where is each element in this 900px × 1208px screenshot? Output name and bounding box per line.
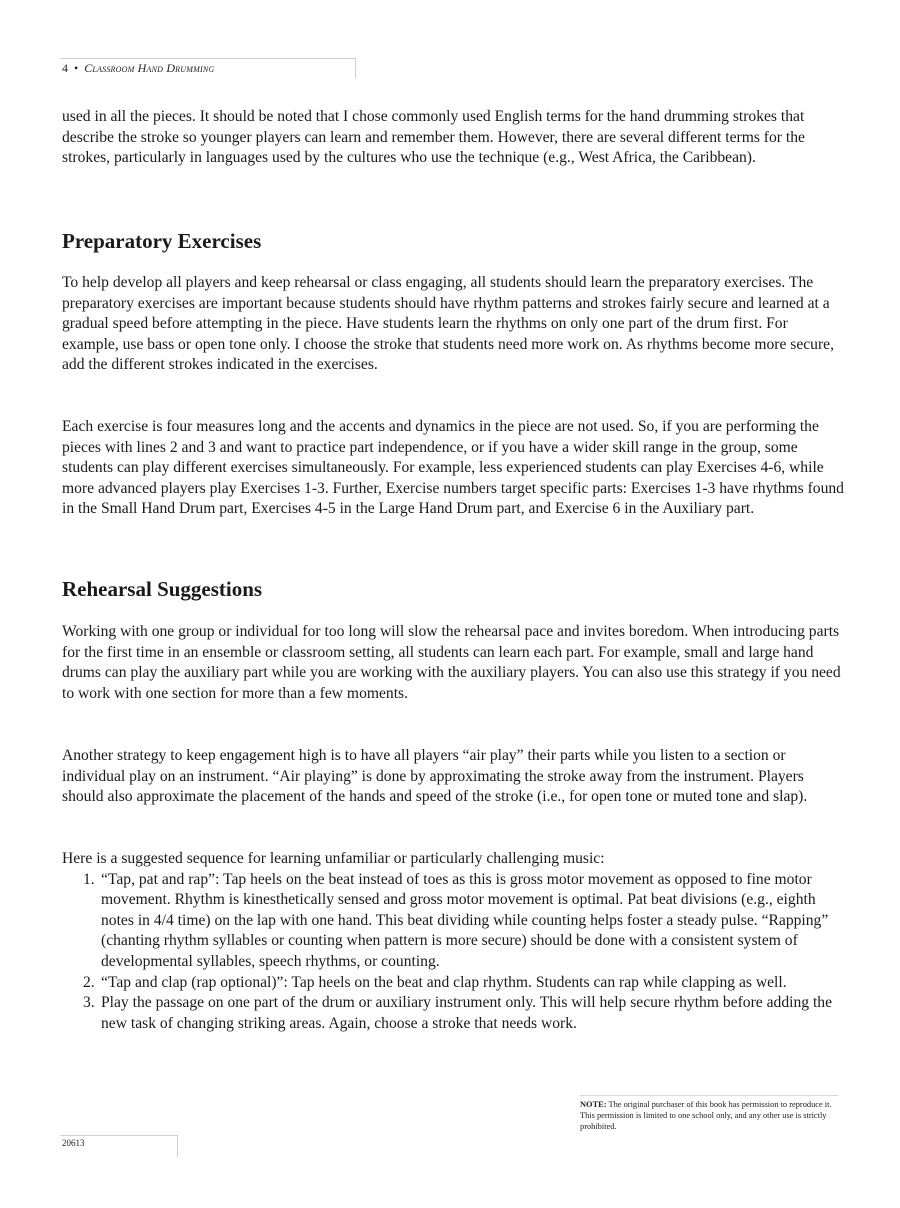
footer-catalog-number [60, 1135, 178, 1157]
list-item [62, 973, 844, 994]
sequence-list [62, 870, 844, 1035]
rehearsal-paragraph-2-block [62, 746, 844, 808]
paragraph: Working with one group or individual for too long will slow the rehearsal pace and invites boredom. When introducing parts for the first time in an ensemble or classroom setting, all students can learn each part. For example, small and large hand drums can play the auxiliary part while you are working with the auxiliary players. You can also use this strategy if you need to work with one section for more than a few moments. [62, 623, 841, 702]
sequence-block [62, 849, 844, 1034]
copyright-note [580, 1095, 838, 1132]
list-item-text: Play the passage on one part of the drum or auxiliary instrument only. This will help secure rhythm before adding the new task of changing striking areas. Again, choose a stroke that needs work. [101, 994, 832, 1032]
list-item [62, 870, 844, 973]
paragraph: To help develop all players and keep rehearsal or class engaging, all students should learn the preparatory exercises. The preparatory exercises are important because students should have rhythm patterns and strokes fairly secure and learned at a gradual speed before attempting in the piece. Have students learn the rhythms on only one part of the drum first. For example, use bass or open tone only. I choose the stroke that students need more work on. As rhythms become more secure, add the different strokes indicated in the exercises. [62, 274, 834, 374]
section-rehearsal [62, 576, 262, 602]
list-marker: 1. [83, 870, 95, 888]
page-number: 4 [62, 61, 68, 75]
intro-block [62, 107, 844, 169]
list-item-text: “Tap and clap (rap optional)”: Tap heels on the beat and clap rhythm. Students can rap while clapping as well. [101, 973, 787, 991]
list-marker: 2. [83, 973, 95, 991]
list-item-text: “Tap, pat and rap”: Tap heels on the beat instead of toes as this is gross motor movement as opposed to fine motor movement. Rhythm is kinesthetically sensed and gross motor movement is optimal. Pat beat divisions (e.g., eighth notes in 4/4 time) on the lap with one hand. This beat dividing while counting helps foster a steady pulse. “Rapping” (chanting rhythm syllables or counting when pattern is more secure) should be done with a consistent system of developmental syllables, speech rhythms, or counting. [101, 870, 829, 970]
prep-paragraph-2-block [62, 417, 844, 520]
catalog-number: 20613 [62, 1138, 85, 1148]
intro-paragraph: used in all the pieces. It should be noted that I chose commonly used English terms for the hand drumming strokes that describe the stroke so younger players can learn and remember them. However, there are several different terms for the strokes, particularly in languages used by the cultures who use the technique (e.g., West Africa, the Caribbean). [62, 108, 805, 167]
rehearsal-paragraph-1-block [62, 622, 844, 704]
note-text: The original purchaser of this book has permission to reproduce it. This permission is limited to one school only, and any other use is strictly prohibited. [580, 1100, 832, 1131]
paragraph: Another strategy to keep engagement high is to have all players “air play” their parts while you listen to a section or individual play on an instrument. “Air playing” is done by approximating the stroke away from the instrument. Players should also approximate the placement of the hands and speed of the stroke (i.e., for open tone or muted tone and slap). [62, 747, 808, 806]
paragraph: Each exercise is four measures long and the accents and dynamics in the piece are not used. So, if you are performing the pieces with lines 2 and 3 and want to practice part independence, or if you have a wider skill range in the group, some students can play different exercises simultaneously. For example, less experienced students can play Exercises 4-6, while more advanced players play Exercises 1-3. Further, Exercise numbers target specific parts: Exercises 1-3 have rhythms found in the Small Hand Drum part, Exercises 4-5 in the Large Hand Drum part, and Exercise 6 in the Auxiliary part. [62, 418, 844, 518]
list-item [62, 993, 844, 1034]
section-preparatory [62, 228, 261, 254]
running-head [60, 58, 356, 78]
section-heading-rehearsal-suggestions: Rehearsal Suggestions [62, 577, 263, 601]
list-marker: 3. [83, 994, 95, 1012]
header-separator: • [74, 61, 79, 75]
sequence-intro: Here is a suggested sequence for learning unfamiliar or particularly challenging music: [62, 850, 605, 867]
section-heading-preparatory-exercises: Preparatory Exercises [62, 229, 262, 253]
note-label: NOTE: [580, 1100, 607, 1109]
book-title: Classroom Hand Drumming [84, 61, 215, 75]
prep-paragraph-1-block [62, 273, 844, 376]
